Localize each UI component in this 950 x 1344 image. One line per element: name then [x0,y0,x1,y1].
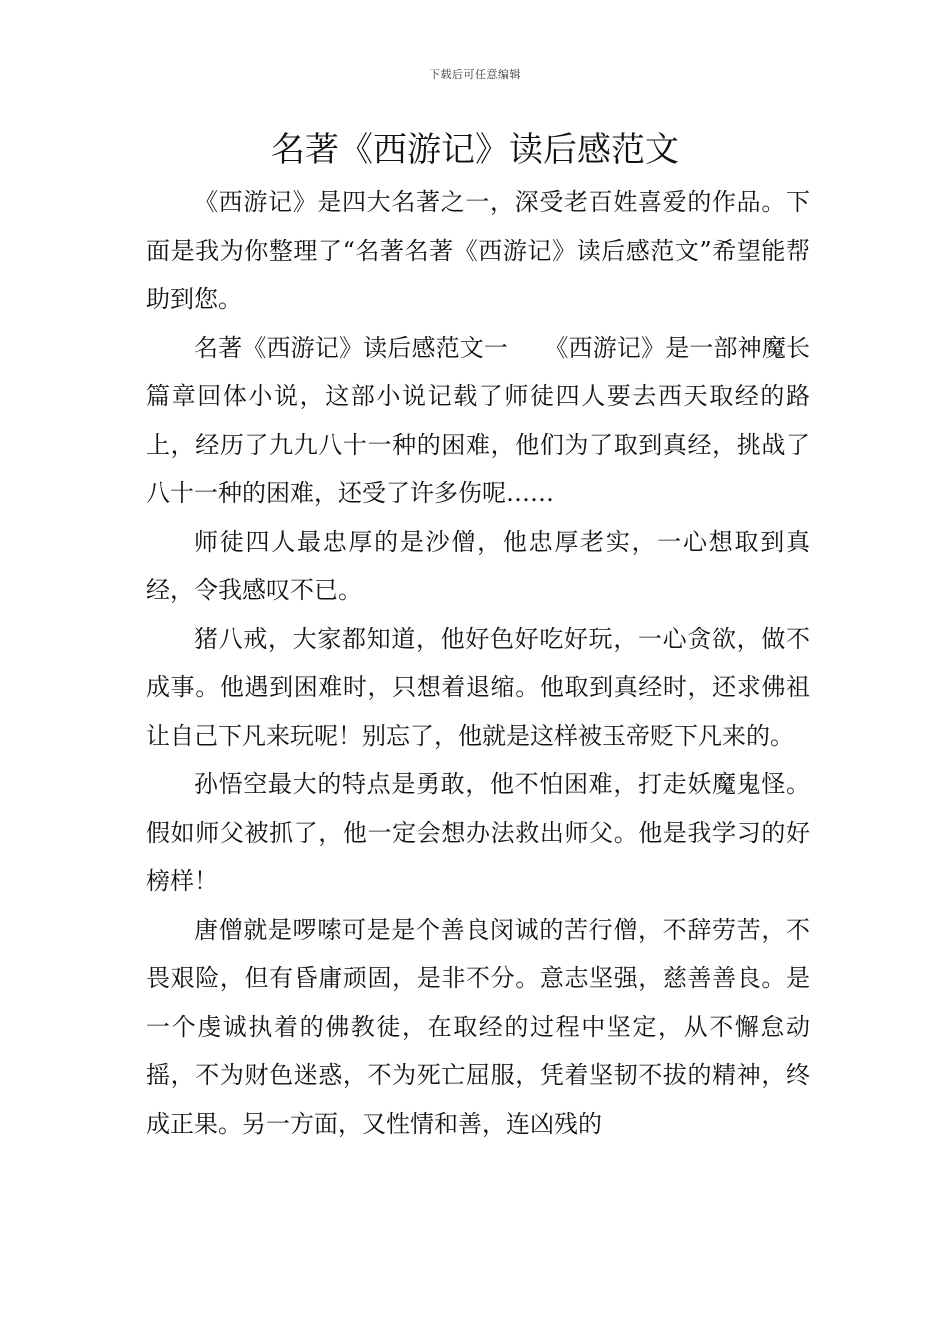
paragraph-sha-seng: 师徒四人最忠厚的是沙僧，他忠厚老实，一心想取到真经，令我感叹不已。 [146,527,810,604]
paragraph-intro: 《西游记》是四大名著之一，深受老百姓喜爱的作品。下面是我为你整理了“名著名著《西游记》读后感范文”希望能帮助到您。 [146,188,810,313]
document-title: 名著《西游记》读后感范文 [271,130,679,170]
paragraph-sun-wukong: 孙悟空最大的特点是勇敢，他不怕困难，打走妖魔鬼怪。假如师父被抓了，他一定会想办法救出师父。他是我学习的好榜样！ [146,770,810,895]
paragraph-essay-one: 名著《西游记》读后感范文一 《西游记》是一部神魔长篇章回体小说，这部小说记载了师徒四人要去西天取经的路上，经历了九九八十一种的困难，他们为了取到真经，挑战了八十一种的困难，还受了许多伤呢…… [146,333,810,507]
document-body [146,178,810,1148]
paragraph-zhu-bajie: 猪八戒，大家都知道，他好色好吃好玩，一心贪欲，做不成事。他遇到困难时，只想着退缩。他取到真经时，还求佛祖让自己下凡来玩呢！别忘了，他就是这样被玉帝贬下凡来的。 [146,624,810,750]
page-header-note: 下载后可任意编辑 [429,68,521,81]
paragraph-tang-seng: 唐僧就是啰嗦可是是个善良闵诚的苦行僧，不辞劳苦，不畏艰险，但有昏庸顽固，是非不分。意志坚强，慈善善良。是一个虔诚执着的佛教徒，在取经的过程中坚定，从不懈怠动摇，不为财色迷惑，不为死亡屈服，凭着坚韧不拔的精神，终成正果。另一方面，又性情和善，连凶残的 [146,915,810,1138]
